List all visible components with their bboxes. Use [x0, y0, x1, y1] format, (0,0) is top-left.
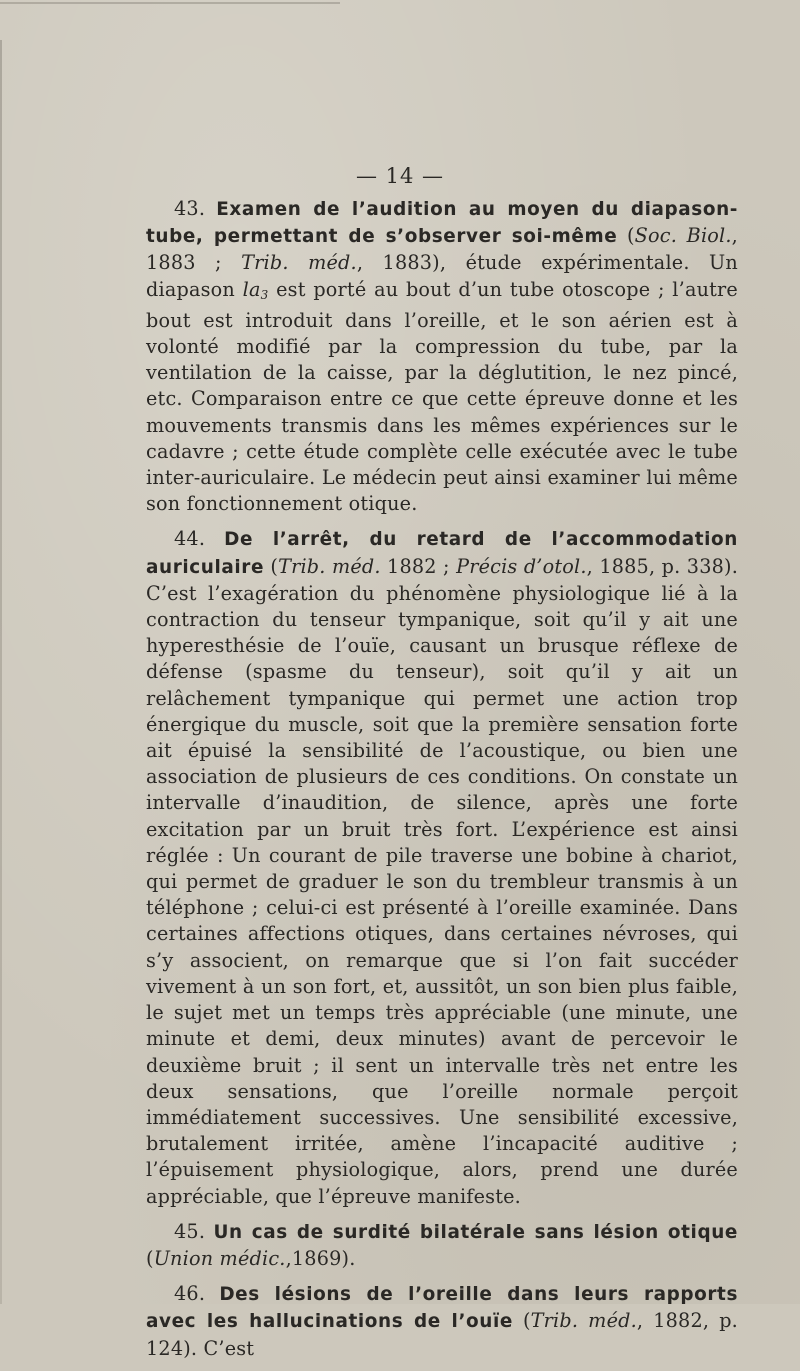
journal-ref: Précis d’otol. — [456, 554, 587, 578]
item-body: étude expérimentale. Un diapason — [146, 251, 738, 301]
item-number: 44. — [174, 527, 206, 551]
paragraph-45: 45. Un cas de surdité bilatérale sans lésion otique (Union médic.,1869). — [146, 1219, 738, 1270]
paragraph-43: 43. Examen de l’audition au moyen du diapason-tube, permettant de s’observer soi-même (Soc. Biol., 1883 ; Trib. méd., 1883), étude expérimentale. Un diapason $la_3$ est porté au bout d’un tube otoscope ; l’autre bout est introduit dans l’oreille, et le son aérien est à volonté modifié par la compression du tube, par la ventilation de la caisse, par la déglutition, le nez pincé, etc. Comparaison entre ce que cette épreuve donne et les mouvements transmis dans les mêmes expériences sur le cadavre ; cette étude complète celle exécutée avec le tube inter-auriculaire. Le médecin peut ainsi examiner lui même son fonctionnement otique. — [146, 197, 738, 516]
item-number: 45. — [174, 1219, 206, 1243]
item-title: Un cas de surdité bilatérale sans lésion otique — [213, 1221, 738, 1243]
item-body: C’est — [197, 1336, 255, 1360]
journal-ref: Trib. méd. — [530, 1309, 637, 1333]
journal-ref: Trib. méd. — [241, 251, 357, 275]
item-body: est porté au bout d’un tube otoscope ; l’autre bout est introduit dans l’oreille, et le son aérien est à volonté modifié par la compression du tube, par la ventilation de la caisse, par la déglutition, le nez pincé, etc. Comparaison entre ce que cette épreuve donne et les mouvements transmis dans les mêmes expériences sur le cadavre ; cette étude complète celle exécutée avec le tube inter-auriculaire. Le médecin peut ainsi examiner lui même son fonctionnement otique. — [146, 277, 738, 516]
page-number: — 14 — — [355, 164, 445, 188]
paragraph-46: 46. Des lésions de l’oreille dans leurs rapports avec les hallucinations de l’ouïe (Trib. méd., 1882, p. 124). C’est — [146, 1282, 738, 1360]
top-edge-line — [0, 2, 340, 4]
item-title: Des lésions de l’oreille dans leurs rapports avec les hallucinations de l’ouïe — [146, 1284, 738, 1333]
musical-note: la — [242, 277, 261, 301]
journal-ref: Union médic. — [153, 1246, 286, 1270]
body-text — [146, 196, 738, 1371]
left-binding-edge — [0, 40, 2, 1304]
item-title: Examen de l’audition au moyen du diapason-tube, permettant de s’observer soi-même — [146, 199, 738, 248]
journal-ref: Trib. méd. — [278, 554, 381, 578]
item-number: 43. — [174, 197, 206, 220]
journal-ref: Soc. Biol. — [634, 224, 732, 248]
item-number: 46. — [174, 1282, 206, 1306]
item-title: De l’arrêt, du retard de l’accommodation auriculaire — [146, 529, 738, 578]
item-body: C’est l’exagération du phénomène physiologique lié à la contraction du tenseur tympanique, soit qu’il y ait une hyperesthésie de l’ouïe, causant un brusque réflexe de défense (spasme du tenseur), soit qu’il y ait un relâchement tympanique qui permet une action trop énergique du muscle, soit que la première sensation forte ait épuisé la sensibilité de l’acoustique, ou bien une association de plusieurs de ces conditions. On constate un intervalle d’inaudition, de silence, après une forte excitation par un bruit très fort. L’expérience est ainsi réglée : Un courant de pile traverse une bobine à chariot, qui permet de graduer le son du trembleur transmis à un téléphone ; celui-ci est présenté à l’oreille examinée. Dans certaines affections otiques, dans certaines névroses, qui s’y associent, on remarque que si l’on fait succéder vivement à un son fort, et, aussitôt, un son bien plus faible, le sujet met un temps très appréciable (une minute, une minute et demi, deux minutes) avant de percevoir le deuxième bruit ; il sent un intervalle très net entre les deux sensations, que l’oreille normale perçoit immédiatement successives. Une sensibilité excessive, brutalement irritée, amène l’incapacité auditive ; l’épuisement physiologique, alors, prend une durée appréciable, que l’épreuve manifeste. — [146, 581, 738, 1208]
paragraph-44: 44. De l’arrêt, du retard de l’accommodation auriculaire (Trib. méd. 1882 ; Précis d’otol., 1885, p. 338). C’est l’exagération du phénomène physiologique lié à la contraction du tenseur tympanique, soit qu’il y ait une hyperesthésie de l’ouïe, causant un brusque réflexe de défense (spasme du tenseur), soit qu’il y ait un relâchement tympanique qui permet une action trop énergique du muscle, soit que la première sensation forte ait épuisé la sensibilité de l’acoustique, ou bien une association de plusieurs de ces conditions. On constate un intervalle d’inaudition, de silence, après une forte excitation par un bruit très fort. L’expérience est ainsi réglée : Un courant de pile traverse une bobine à chariot, qui permet de graduer le son du trembleur transmis à un téléphone ; celui-ci est présenté à l’oreille examinée. Dans certaines affections otiques, dans certaines névroses, qui s’y associent, on remarque que si l’on fait succéder vivement à un son fort, et, aussitôt, un son bien plus faible, le sujet met un temps très appréciable (une minute, une minute et demi, deux minutes) avant de percevoir le deuxième bruit ; il sent un intervalle très net entre les deux sensations, que l’oreille normale perçoit immédiatement successives. Une sensibilité excessive, brutalement irritée, amène l’incapacité auditive ; l’épuisement physiologique, alors, prend une durée appréciable, que l’épreuve manifeste. — [146, 527, 738, 1208]
